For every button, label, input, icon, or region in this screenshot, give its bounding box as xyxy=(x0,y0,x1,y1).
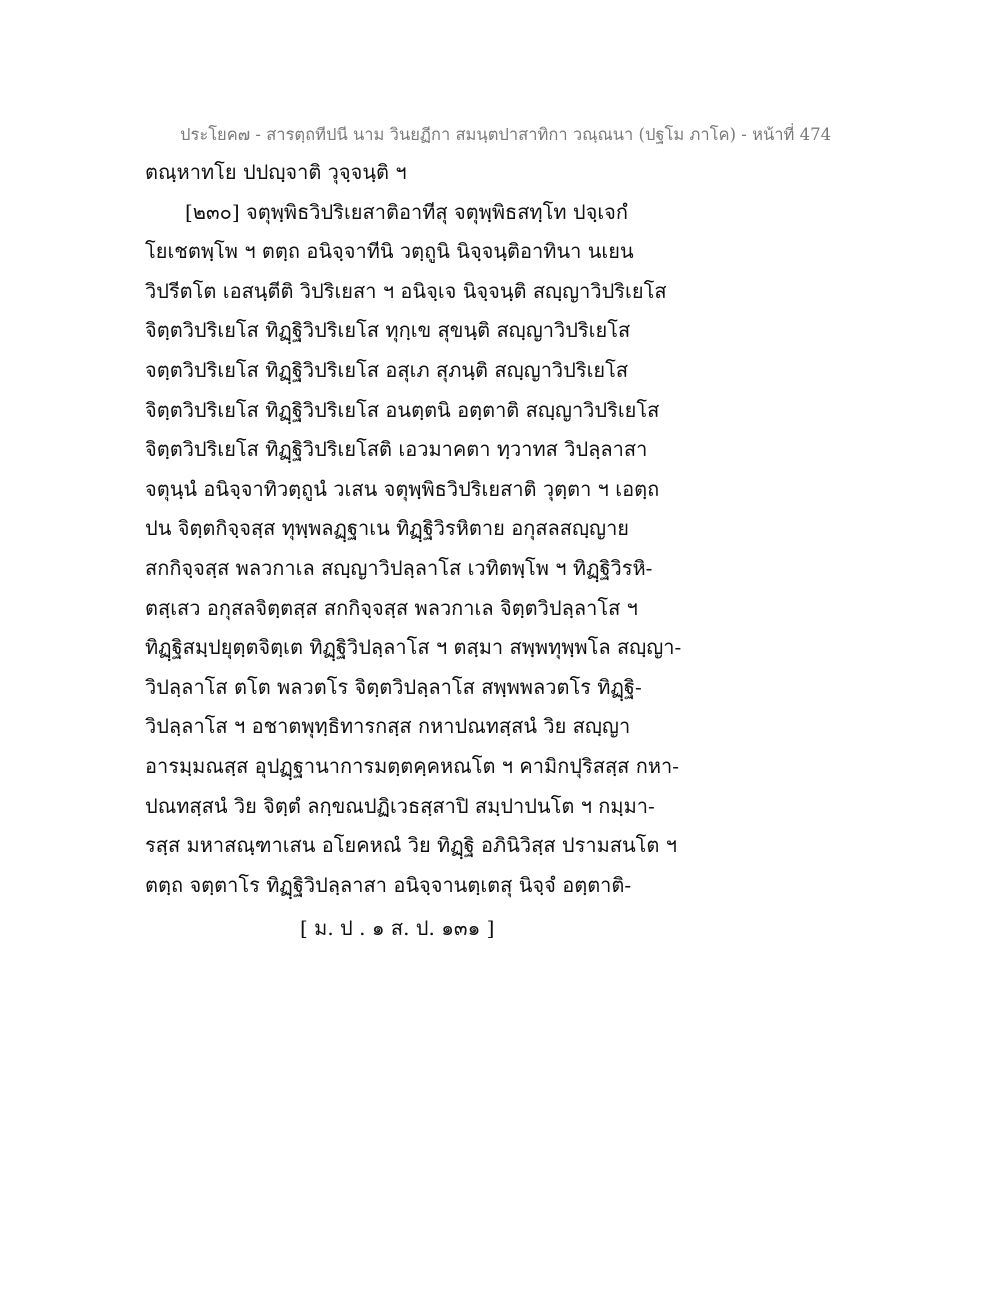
text-line: สกกิจฺจสฺส พลวกาเล สญฺญาวิปลฺลาโส เวทิตพฺโพ ฯ ทิฏฺฐิวิรหิ- xyxy=(145,555,653,580)
text-line: ตสฺเสว อกุสลจิตฺตสฺส สกกิจฺจสฺส พลวกาเล จิตฺตวิปลฺลาโส ฯ xyxy=(145,595,638,620)
page-header: ประโยค๗ - สารตฺถทีปนี นาม วินยฏีกา สมนฺตปาสาทิกา วณฺณนา (ปฐโม ภาโค) - หน้าที่ 474 xyxy=(180,125,832,144)
text-line: ตตฺถ จตฺตาโร ทิฏฺฐิวิปลฺลาสา อนิจฺจานตฺเตสุ นิจฺจํ อตฺตาติ- xyxy=(145,872,632,897)
footnote-reference: [ ม. ป . ๑ ส. ป. ๑๓๑ ] xyxy=(300,916,495,940)
text-line: อารมฺมณสฺส อุปฏฺฐานาการมตฺตคฺคหณโต ฯ คามิกปุริสสฺส กหา- xyxy=(145,753,679,778)
text-line: จิตฺตวิปริเยโส ทิฏฺฐิวิปริเยโสติ เอวมาคตา ทฺวาทส วิปลฺลาสา xyxy=(145,437,648,462)
text-line: วิปรีตโต เอสนฺตีติ วิปริเยสา ฯ อนิจฺเจ นิจฺจนฺติ สญฺญาวิปริเยโส xyxy=(145,278,667,303)
text-line: ปณทสฺสนํ วิย จิตฺตํ ลกฺขณปฏิเวธสฺสาปิ สมฺปาปนโต ฯ กมฺมา- xyxy=(145,793,655,818)
text-line: จิตฺตวิปริเยโส ทิฏฺฐิวิปริเยโส อนตฺตนิ อตฺตาติ สญฺญาวิปริเยโส xyxy=(145,397,660,422)
text-line: จตุนฺนํ อนิจฺจาทิวตฺถูนํ วเสน จตุพฺพิธวิปริเยสาติ วุตฺตา ฯ เอตฺถ xyxy=(145,476,660,501)
text-line: ตณฺหาทโย ปปญฺจาติ วุจฺจนฺติ ฯ xyxy=(145,160,407,184)
text-line: [๒๓๐] จตุพฺพิธวิปริเยสาติอาทีสุ จตุพฺพิธสทฺโท ปจฺเจกํ xyxy=(185,199,628,224)
text-line: จตฺตวิปริเยโส ทิฏฺฐิวิปริเยโส อสุเภ สุภนฺติ สญฺญาวิปริเยโส xyxy=(145,357,629,382)
body-text xyxy=(145,153,845,905)
text-line: จิตฺตวิปริเยโส ทิฏฺฐิวิปริเยโส ทุกฺเข สุขนฺติ สญฺญาวิปริเยโส xyxy=(145,318,631,343)
text-line: ทิฏฺฐิสมฺปยุตฺตจิตฺเต ทิฏฺฐิวิปลฺลาโส ฯ ตสฺมา สพฺพทุพฺพโล สญฺญา- xyxy=(145,635,682,660)
text-line: วิปลฺลาโส ฯ อชาตพุทฺธิทารกสฺส กหาปณทสฺสนํ วิย สญฺญา xyxy=(145,714,631,739)
text-line: รสฺส มหาสณฺฑาเสน อโยคหณํ วิย ทิฏฺฐิ อภินิวิสฺส ปรามสนโต ฯ xyxy=(145,833,677,858)
text-line: วิปลฺลาโส ตโต พลวตโร จิตฺตวิปลฺลาโส สพฺพพลวตโร ทิฏฺฐิ- xyxy=(145,674,642,699)
text-line: ปน จิตฺตกิจฺจสฺส ทุพฺพลฏฺฐาเน ทิฏฺฐิวิรหิตาย อกุสลสญฺญาย xyxy=(145,516,630,541)
text-line: โยเชตพฺโพ ฯ ตตฺถ อนิจฺจาทีนิ วตฺถูนิ นิจฺจนฺติอาทินา นเยน xyxy=(145,239,634,264)
